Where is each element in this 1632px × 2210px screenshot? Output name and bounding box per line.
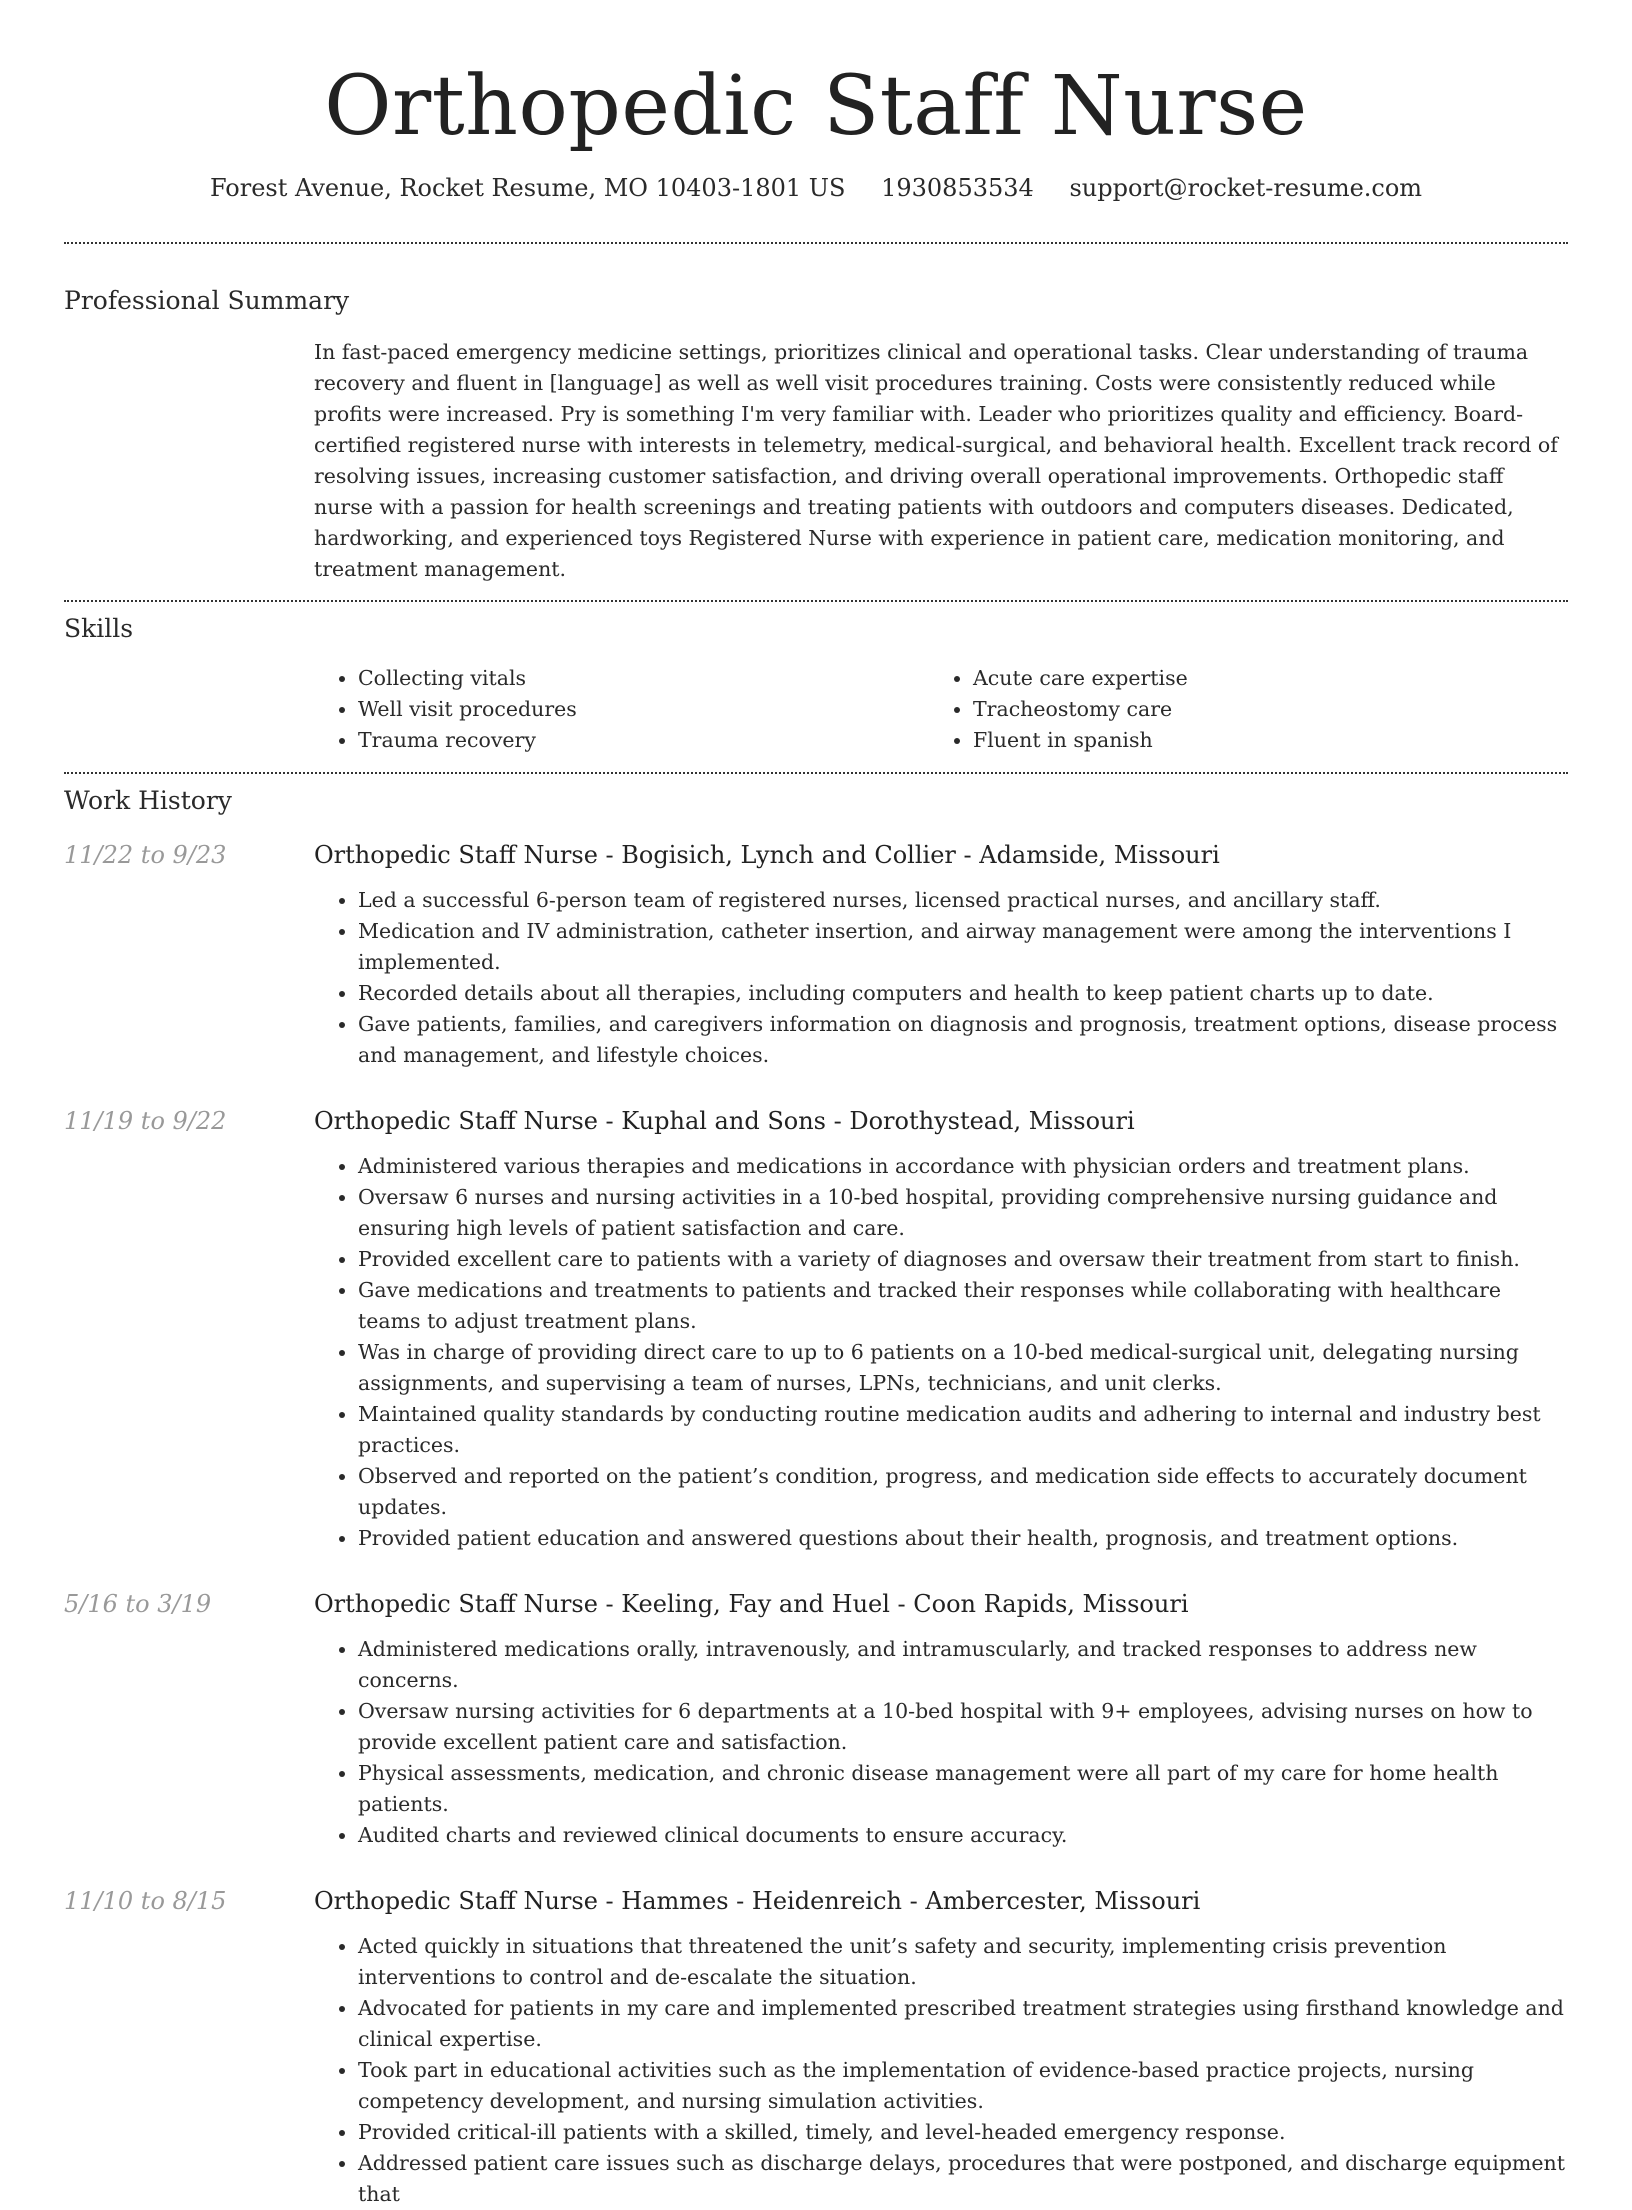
section-divider — [64, 600, 1568, 602]
job-header — [64, 1590, 1568, 1618]
job-duty: • Administered various therapies and medications in accordance with physician orders and treatment plans. — [358, 1151, 1568, 1182]
contact-phone: 1930853534 — [881, 174, 1034, 202]
job-duty: • Provided patient education and answered questions about their health, prognosis, and treatment options. — [358, 1523, 1568, 1554]
job-title: Orthopedic Staff Nurse - Hammes - Heidenreich - Ambercester, Missouri — [314, 1887, 1201, 1915]
job-dates: 5/16 to 3/19 — [64, 1590, 212, 1618]
resume-name: Orthopedic Staff Nurse — [324, 59, 1308, 154]
job-title: Orthopedic Staff Nurse - Keeling, Fay and Huel - Coon Rapids, Missouri — [314, 1590, 1189, 1618]
job-duty: • Medication and IV administration, catheter insertion, and airway management were among the interventions I implemented. — [358, 916, 1568, 978]
summary-text: In fast-paced emergency medicine settings, prioritizes clinical and operational tasks. Clear understanding of trauma recovery and fluent in [language] as well as well visit procedures training. Costs were consistently reduced while profits were increased. Pry is something I'm very familiar with. Leader who prioritizes quality and efficiency. Board-certified registered nurse with interests in telemetry, medical-surgical, and behavioral health. Excellent track record of resolving issues, increasing customer satisfaction, and driving overall operational improvements. Orthopedic staff nurse with a passion for health screenings and treating patients with outdoors and computers diseases. Dedicated, hardworking, and experienced toys Registered Nurse with experience in patient care, medication monitoring, and treatment management. — [314, 340, 1558, 581]
work-history-heading: Work History — [64, 786, 232, 815]
job-duty: • Recorded details about all therapies, including computers and health to keep patient charts up to date. — [358, 978, 1568, 1009]
job-duty: • Physical assessments, medication, and chronic disease management were all part of my care for home health patients. — [358, 1758, 1568, 1820]
job-header — [64, 1107, 1568, 1135]
job-entry — [64, 1107, 1568, 1554]
job-dates: 11/22 to 9/23 — [64, 841, 227, 869]
job-duty: • Took part in educational activities such as the implementation of evidence-based practice projects, nursing competency development, and nursing simulation activities. — [358, 2055, 1568, 2117]
job-header — [64, 1887, 1568, 1915]
job-entry — [64, 1887, 1568, 2210]
job-title: Orthopedic Staff Nurse - Bogisich, Lynch and Collier - Adamside, Missouri — [314, 841, 1220, 869]
job-duty: • Addressed patient care issues such as discharge delays, procedures that were postponed, and discharge equipment that — [358, 2148, 1568, 2210]
contact-line — [64, 170, 1568, 206]
job-title: Orthopedic Staff Nurse - Kuphal and Sons - Dorothystead, Missouri — [314, 1107, 1135, 1135]
job-entry — [64, 1590, 1568, 1851]
job-duty: • Gave medications and treatments to patients and tracked their responses while collaborating with healthcare teams to adjust treatment plans. — [358, 1275, 1568, 1337]
job-duty: • Administered medications orally, intravenously, and intramuscularly, and tracked responses to address new concerns. — [358, 1634, 1568, 1696]
job-duty: • Acted quickly in situations that threatened the unit’s safety and security, implementing crisis prevention interventions to control and de-escalate the situation. — [358, 1931, 1568, 1993]
job-duty: • Audited charts and reviewed clinical documents to ensure accuracy. — [358, 1820, 1568, 1851]
job-duties — [314, 1151, 1568, 1554]
skill-item: • Fluent in spanish — [973, 725, 1544, 756]
job-duty: • Provided excellent care to patients with a variety of diagnoses and oversaw their treatment from start to finish. — [358, 1244, 1568, 1275]
job-dates: 11/10 to 8/15 — [64, 1887, 227, 1915]
job-duty: • Was in charge of providing direct care to up to 6 patients on a 10-bed medical-surgical unit, delegating nursing assignments, and supervising a team of nurses, LPNs, technicians, and unit clerks. — [358, 1337, 1568, 1399]
job-duty: • Advocated for patients in my care and implemented prescribed treatment strategies using firsthand knowledge and clinical expertise. — [358, 1993, 1568, 2055]
skills-column-right — [929, 663, 1544, 756]
skill-item: • Well visit procedures — [358, 694, 929, 725]
summary-heading: Professional Summary — [64, 286, 350, 315]
job-duty: • Gave patients, families, and caregivers information on diagnosis and prognosis, treatment options, disease process and management, and lifestyle choices. — [358, 1009, 1568, 1071]
section-divider — [64, 772, 1568, 774]
contact-email: support@rocket-resume.com — [1069, 174, 1423, 202]
job-duties — [314, 1634, 1568, 1851]
contact-address: Forest Avenue, Rocket Resume, MO 10403-1801 US — [209, 174, 846, 202]
job-duty: • Led a successful 6-person team of registered nurses, licensed practical nurses, and ancillary staff. — [358, 885, 1568, 916]
job-duty: • Provided critical-ill patients with a skilled, timely, and level-headed emergency response. — [358, 2117, 1568, 2148]
skill-item: • Trauma recovery — [358, 725, 929, 756]
job-duty: • Observed and reported on the patient’s condition, progress, and medication side effects to accurately document updates. — [358, 1461, 1568, 1523]
job-duty: • Maintained quality standards by conducting routine medication audits and adhering to internal and industry best practices. — [358, 1399, 1568, 1461]
section-divider — [64, 242, 1568, 244]
skills-column-left — [314, 663, 929, 756]
job-duty: • Oversaw 6 nurses and nursing activities in a 10-bed hospital, providing comprehensive nursing guidance and ensuring high levels of patient satisfaction and care. — [358, 1182, 1568, 1244]
resume-page — [64, 0, 1568, 2210]
job-entry — [64, 841, 1568, 1071]
job-dates: 11/19 to 9/22 — [64, 1107, 227, 1135]
skill-item: • Acute care expertise — [973, 663, 1544, 694]
job-duty: • Oversaw nursing activities for 6 departments at a 10-bed hospital with 9+ employees, advising nurses on how to provide excellent patient care and satisfaction. — [358, 1696, 1568, 1758]
job-duties — [314, 885, 1568, 1071]
skills-list — [314, 663, 1568, 756]
skill-item: • Collecting vitals — [358, 663, 929, 694]
job-duties — [314, 1931, 1568, 2210]
skills-heading: Skills — [64, 614, 134, 643]
skill-item: • Tracheostomy care — [973, 694, 1544, 725]
job-header — [64, 841, 1568, 869]
